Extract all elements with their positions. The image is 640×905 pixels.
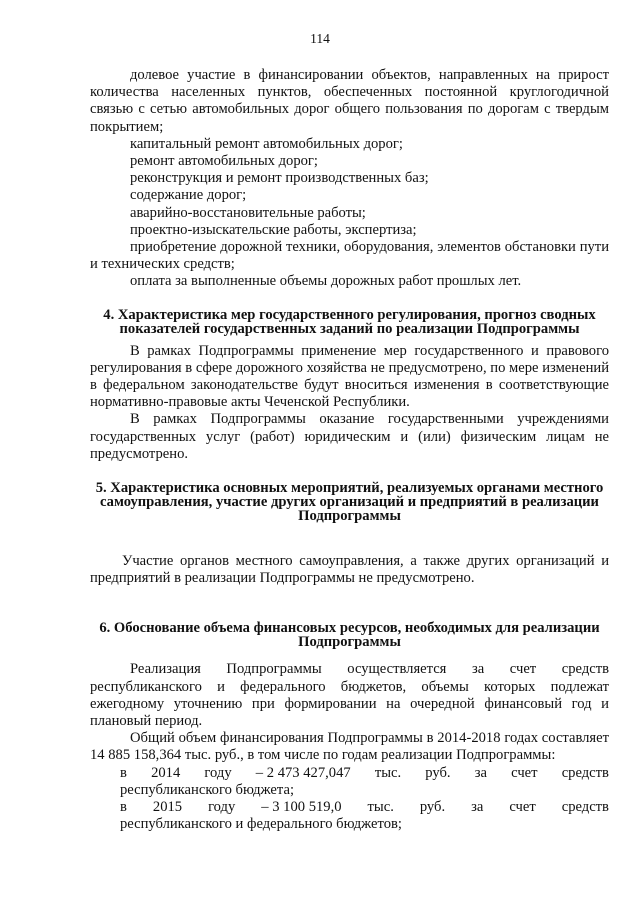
section-6-paragraph-1: Реализация Подпрограммы осуществляется за счет средств республиканского и федерального бюджетов, объемы которых подлежат ежегодному уточнению при формировании на очередной финансовый год и плановый период. xyxy=(90,661,609,730)
section-4-paragraph-2: В рамках Подпрограммы оказание государственными учреждениями государственных услуг (работ) юридическим и (или) физическим лицам не предусмотрено. xyxy=(90,411,609,462)
word: руб. xyxy=(425,764,451,781)
list-item: ремонт автомобильных дорог; xyxy=(130,153,318,170)
list-item: капитальный ремонт автомобильных дорог; xyxy=(130,135,403,152)
year-2015-item xyxy=(90,799,609,833)
section-6-heading: 6. Обоснование объема финансовых ресурсов, необходимых для реализации Подпрограммы xyxy=(99,620,600,651)
page-number: 114 xyxy=(310,31,330,46)
word: в xyxy=(120,764,127,781)
word: тыс. xyxy=(367,799,394,816)
word: году xyxy=(204,764,232,781)
word: 2015 xyxy=(152,799,183,816)
word: за xyxy=(474,764,487,781)
section-5-paragraph-1: Участие органов местного самоуправления, а также других организаций и предприятий в реализации Подпрограммы не предусмотрено. xyxy=(90,553,609,587)
word: в xyxy=(120,799,127,816)
year-2014-rest: республиканского бюджета; xyxy=(120,781,294,798)
section-4-paragraph-1: В рамках Подпрограммы применение мер государственного и правового регулирования в сфере дорожного хозяйства не предусмотрено, по мере изменений в федеральном законодательстве будут вноситься изменения в соответствующие нормативно-правовые акты Чеченской Республики. xyxy=(90,342,609,411)
word: году xyxy=(208,799,236,816)
list-item: реконструкция и ремонт производственных баз; xyxy=(130,170,429,187)
word: счет xyxy=(511,764,538,781)
section-5-heading: 5. Характеристика основных мероприятий, реализуемых органами местного самоуправления, участие других организаций и предприятий в реализации Подпрограммы xyxy=(95,480,604,525)
word: за xyxy=(471,799,484,816)
year-2015-line xyxy=(120,799,609,816)
list-item: содержание дорог; xyxy=(130,187,247,204)
page-content xyxy=(90,67,609,834)
word: счет xyxy=(509,799,536,816)
list-item: приобретение дорожной техники, оборудования, элементов обстановки пути и технических средств; xyxy=(90,239,609,273)
year-2014-line xyxy=(120,765,609,782)
word: – 3 100 519,0 xyxy=(261,799,342,816)
section-6-paragraph-2: Общий объем финансирования Подпрограммы в 2014-2018 годах составляет 14 885 158,364 тыс. руб., в том числе по годам реализации Подпрограммы: xyxy=(90,730,609,764)
list-item: аварийно-восстановительные работы; xyxy=(130,204,366,221)
year-2015-rest: республиканского и федерального бюджетов; xyxy=(120,816,402,833)
list-item: оплата за выполненные объемы дорожных работ прошлых лет. xyxy=(130,273,522,290)
word: 2014 xyxy=(151,764,181,781)
word: средств xyxy=(561,799,609,816)
word: руб. xyxy=(419,799,446,816)
year-2014-item xyxy=(90,765,609,799)
word: тыс. xyxy=(374,764,402,781)
list-item: проектно-изыскательские работы, экспертиза; xyxy=(130,221,417,238)
list-intro-paragraph: долевое участие в финансировании объектов, направленных на прирост количества населенных пунктов, обеспеченных постоянной круглогодичной связью с сетью автомобильных дорог общего пользования по дорогам с твердым покрытием; xyxy=(90,67,609,135)
section-4-heading: 4. Характеристика мер государственного регулирования, прогноз сводных показателей государственных заданий по реализации Подпрограммы xyxy=(103,306,596,337)
word: средств xyxy=(561,764,609,781)
word: – 2 473 427,047 xyxy=(255,764,351,781)
